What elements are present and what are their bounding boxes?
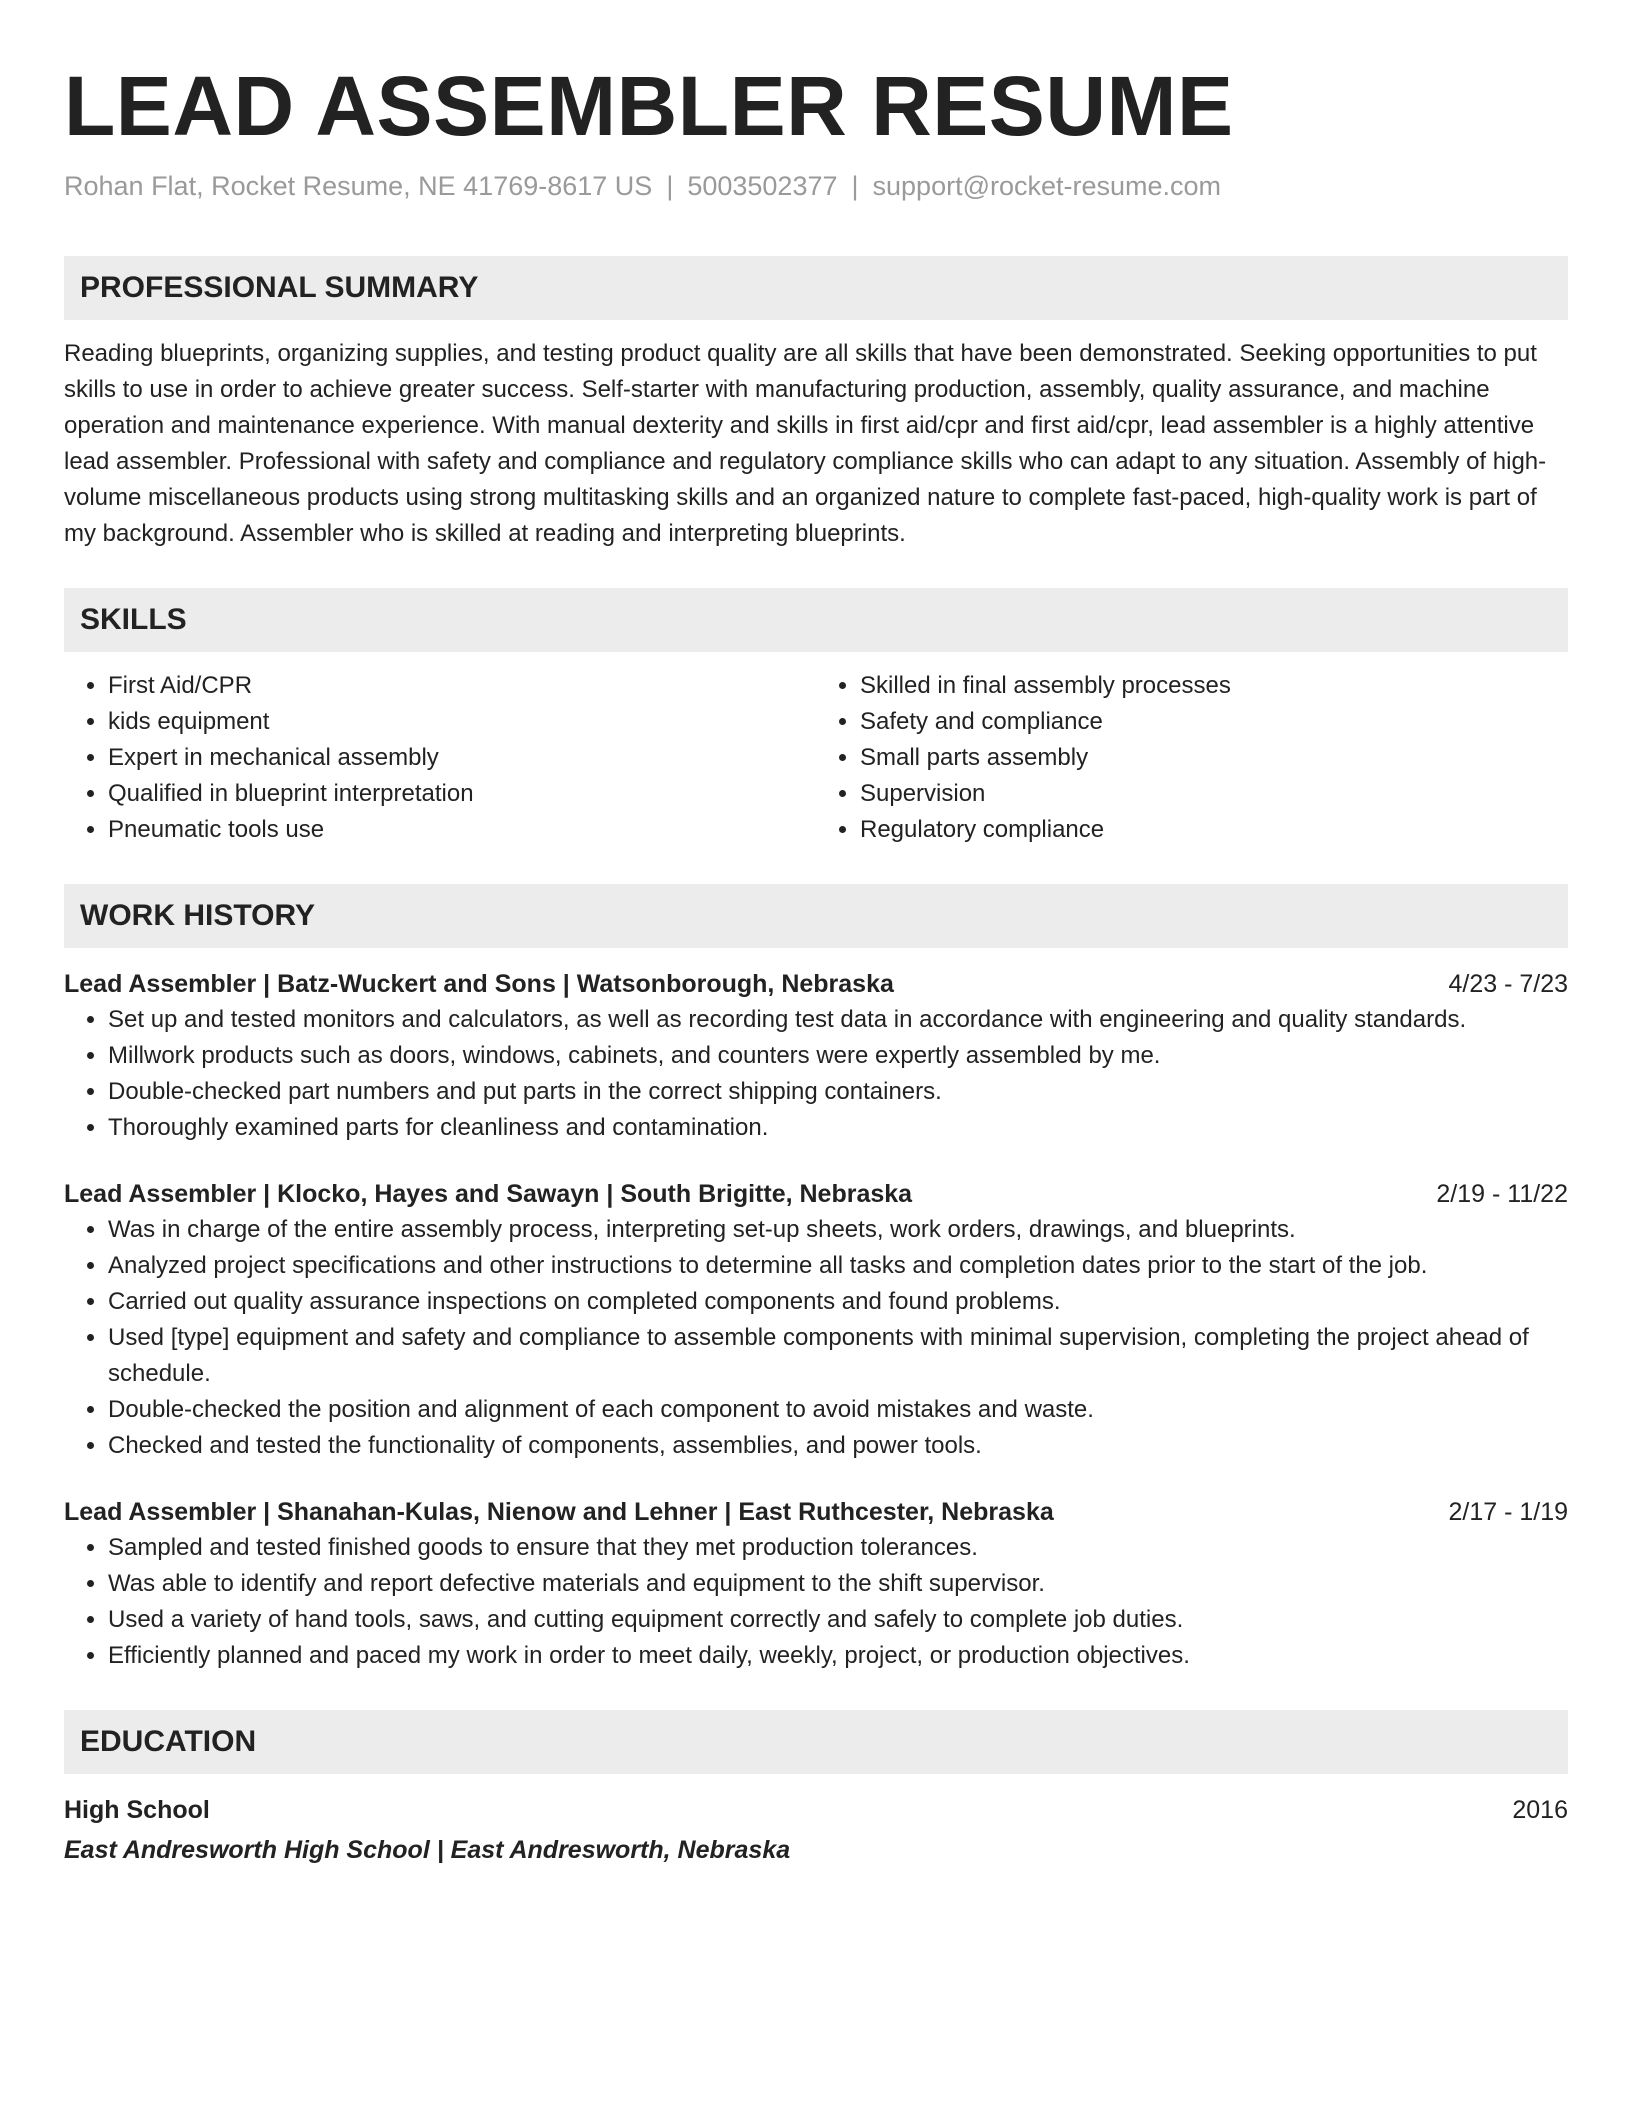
job-entry bbox=[64, 1176, 1568, 1464]
contact-email: support@rocket-resume.com bbox=[872, 171, 1222, 201]
job-bullet: • Used a variety of hand tools, saws, and cutting equipment correctly and safely to complete job duties. bbox=[108, 1602, 1568, 1638]
job-dates: 2/17 - 1/19 bbox=[1448, 1498, 1568, 1526]
skills-list bbox=[64, 668, 1568, 848]
job-bullet: • Double-checked the position and alignment of each component to avoid mistakes and waste. bbox=[108, 1392, 1568, 1428]
job-title: Lead Assembler | Shanahan-Kulas, Nienow and Lehner | East Ruthcester, Nebraska bbox=[64, 1498, 1054, 1526]
skill-item: • Small parts assembly bbox=[860, 740, 1568, 776]
section-heading-skills: SKILLS bbox=[64, 588, 1568, 652]
job-bullet-list bbox=[64, 1530, 1568, 1674]
job-bullet: • Millwork products such as doors, windows, cabinets, and counters were expertly assembled by me. bbox=[108, 1038, 1568, 1074]
resume-title: LEAD ASSEMBLER RESUME bbox=[64, 59, 1234, 153]
skills-column-right bbox=[816, 668, 1568, 848]
skill-item: • Skilled in final assembly processes bbox=[860, 668, 1568, 704]
job-dates: 2/19 - 11/22 bbox=[1436, 1180, 1568, 1208]
job-bullet: • Used [type] equipment and safety and compliance to assemble components with minimal supervision, completing the project ahead of schedule. bbox=[108, 1320, 1568, 1392]
job-title: Lead Assembler | Klocko, Hayes and Sawayn | South Brigitte, Nebraska bbox=[64, 1180, 913, 1208]
contact-separator: | bbox=[851, 171, 859, 201]
job-header bbox=[64, 966, 1568, 1002]
education-school: East Andresworth High School | East Andresworth, Nebraska bbox=[64, 1836, 791, 1864]
job-bullet: • Analyzed project specifications and other instructions to determine all tasks and completion dates prior to the start of the job. bbox=[108, 1248, 1568, 1284]
section-heading-education: EDUCATION bbox=[64, 1710, 1568, 1774]
contact-address: Rohan Flat, Rocket Resume, NE 41769-8617 US bbox=[64, 171, 653, 201]
job-bullet-list bbox=[64, 1212, 1568, 1464]
education-degree: High School bbox=[64, 1796, 210, 1824]
job-title: Lead Assembler | Batz-Wuckert and Sons | Watsonborough, Nebraska bbox=[64, 970, 894, 998]
job-bullet: • Sampled and tested finished goods to ensure that they met production tolerances. bbox=[108, 1530, 1568, 1566]
job-bullet: • Was able to identify and report defective materials and equipment to the shift supervisor. bbox=[108, 1566, 1568, 1602]
job-entry bbox=[64, 1494, 1568, 1674]
skill-item: • Pneumatic tools use bbox=[108, 812, 816, 848]
skill-item: • Safety and compliance bbox=[860, 704, 1568, 740]
education-year: 2016 bbox=[1512, 1796, 1568, 1824]
skill-item: • Expert in mechanical assembly bbox=[108, 740, 816, 776]
section-heading-work-history: WORK HISTORY bbox=[64, 884, 1568, 948]
job-bullet: • Double-checked part numbers and put parts in the correct shipping containers. bbox=[108, 1074, 1568, 1110]
skill-item: • Supervision bbox=[860, 776, 1568, 812]
job-header bbox=[64, 1176, 1568, 1212]
job-bullet: • Efficiently planned and paced my work in order to meet daily, weekly, project, or production objectives. bbox=[108, 1638, 1568, 1674]
education-header bbox=[64, 1792, 1568, 1828]
job-bullet: • Checked and tested the functionality of components, assemblies, and power tools. bbox=[108, 1428, 1568, 1464]
job-bullet: • Carried out quality assurance inspections on completed components and found problems. bbox=[108, 1284, 1568, 1320]
contact-phone: 5003502377 bbox=[687, 171, 838, 201]
job-bullet: • Set up and tested monitors and calculators, as well as recording test data in accordance with engineering and quality standards. bbox=[108, 1002, 1568, 1038]
job-entry bbox=[64, 966, 1568, 1146]
contact-line bbox=[64, 168, 1568, 204]
skill-item: • Regulatory compliance bbox=[860, 812, 1568, 848]
skills-column-left bbox=[64, 668, 816, 848]
job-header bbox=[64, 1494, 1568, 1530]
skill-item: • Qualified in blueprint interpretation bbox=[108, 776, 816, 812]
summary-text: Reading blueprints, organizing supplies, and testing product quality are all skills that have been demonstrated. Seeking opportunities to put skills to use in order to achieve greater success. Self-starter with manufacturing production, assembly, quality assurance, and machine operation and maintenance experience. With manual dexterity and skills in first aid/cpr and first aid/cpr, lead assembler is a highly attentive lead assembler. Professional with safety and compliance and regulatory compliance skills who can adapt to any situation. Assembly of high-volume miscellaneous products using strong multitasking skills and an organized nature to complete fast-paced, high-quality work is part of my background. Assembler who is skilled at reading and interpreting blueprints. bbox=[64, 340, 1547, 547]
job-bullet-list bbox=[64, 1002, 1568, 1146]
contact-separator: | bbox=[666, 171, 674, 201]
job-bullet: • Thoroughly examined parts for cleanliness and contamination. bbox=[108, 1110, 1568, 1146]
job-bullet: • Was in charge of the entire assembly process, interpreting set-up sheets, work orders, drawings, and blueprints. bbox=[108, 1212, 1568, 1248]
job-dates: 4/23 - 7/23 bbox=[1448, 970, 1568, 998]
skill-item: • kids equipment bbox=[108, 704, 816, 740]
section-heading-summary: PROFESSIONAL SUMMARY bbox=[64, 256, 1568, 320]
skill-item: • First Aid/CPR bbox=[108, 668, 816, 704]
